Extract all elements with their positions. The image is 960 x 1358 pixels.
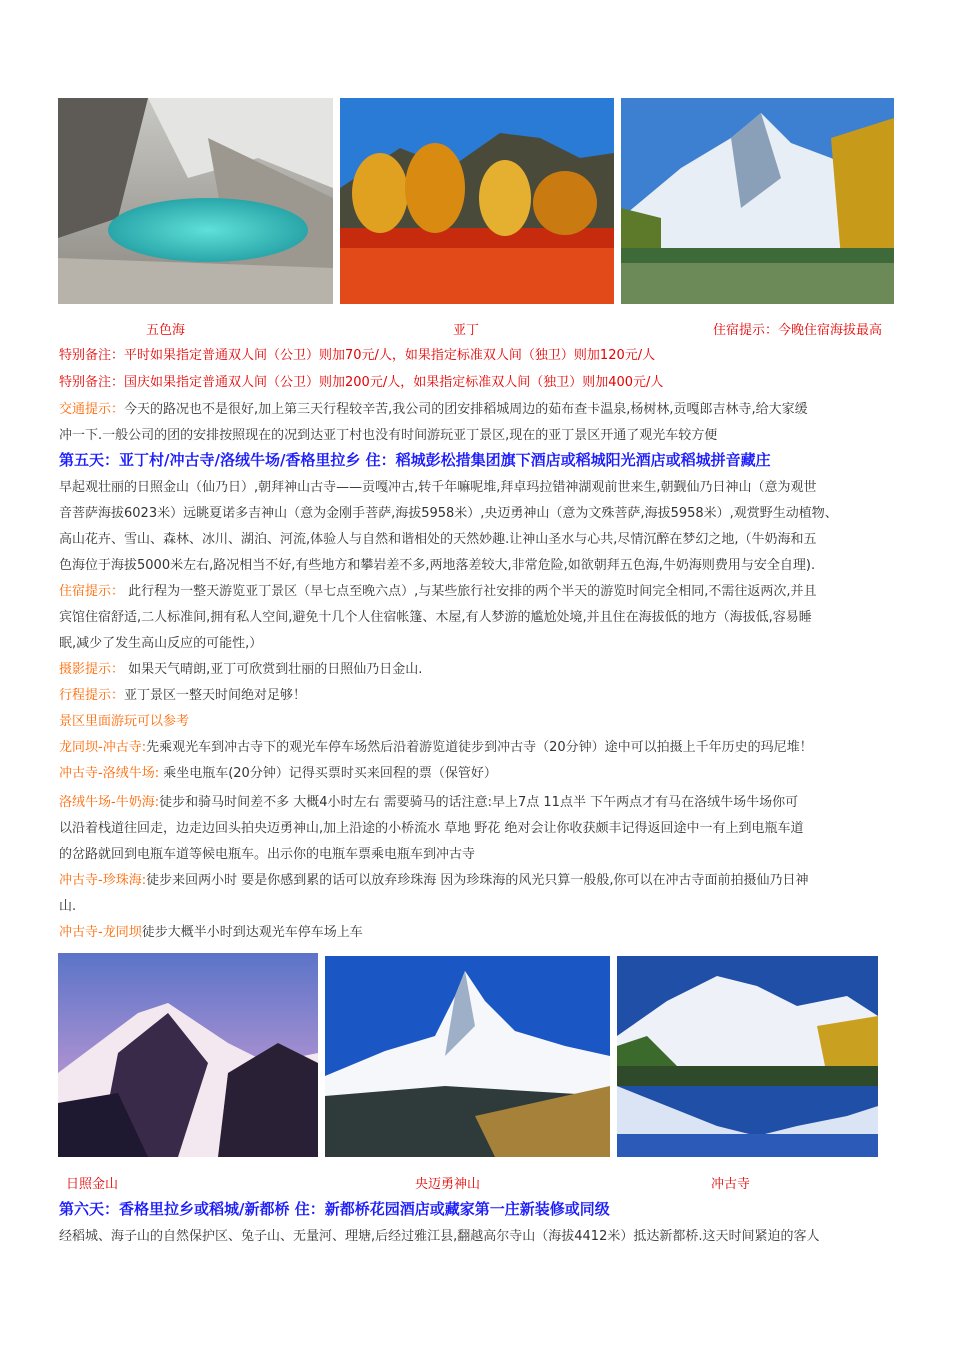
photo-tip-text: 如果天气晴朗,亚丁可欣赏到壮丽的日照仙乃日金山. <box>124 662 423 677</box>
route-chonggu-luorong <box>59 761 905 787</box>
route-text: 徒步来回两小时 要是你感到累的话可以放弃珍珠海 因为珍珠海的风光只算一般般,你可以在冲古寺面前拍摄仙乃日神 <box>146 873 809 888</box>
route-label: 冲古寺-龙同坝 <box>59 925 142 940</box>
caption-chonggu-temple: 冲古寺 <box>711 1177 751 1192</box>
traffic-tip-label: 交通提示： <box>59 402 125 417</box>
photo-yading <box>340 98 614 304</box>
route-longtongba-chonggu <box>59 735 905 761</box>
day5-body-line: 早起观壮丽的日照金山（仙乃日）,朝拜神山古寺——贡嘎冲古,转千年嘛呢堆,拜卓玛拉错神湖观前世来生,朝觐仙乃日神山（意为观世 <box>59 480 817 495</box>
route-text: 乘坐电瓶车(20分钟）记得买票时买来回程的票（保管好） <box>159 766 497 781</box>
route-chonggu-longtongba <box>59 920 905 946</box>
caption-yangmaiyong: 央迈勇神山 <box>415 1177 481 1192</box>
stay-tip-line-1 <box>59 579 905 605</box>
trip-tip-text: 亚丁景区一整天时间绝对足够！ <box>124 688 307 703</box>
photo-wuse-lake <box>58 98 333 304</box>
route-label: 冲古寺-珍珠海: <box>59 873 147 888</box>
photo-tip <box>59 657 905 683</box>
traffic-tip-line-1 <box>59 397 905 423</box>
special-note-national-day: 特别备注：国庆如果指定普通双人间（公卫）则加200元/人，如果指定标准双人间（独卫）则加400元/人 <box>59 375 664 390</box>
stay-tip-text: 此行程为一整天游览亚丁景区（早七点至晚六点）,与某些旅行社安排的两个半天的游览时间完全相同,不需往返两次,并且 <box>124 584 817 599</box>
caption-stay-altitude: 住宿提示：今晚住宿海拔最高 <box>713 323 883 338</box>
stay-tip-line-2: 宾馆住宿舒适,二人标准间,拥有私人空间,避免十几个人住宿帐篷、木屋,有人梦游的尴尬处境,并且住在海拔低的地方（海拔低,容易睡 <box>59 610 812 625</box>
trip-tip <box>59 683 905 709</box>
stay-tip-label: 住宿提示： <box>59 584 125 599</box>
route-label: 冲古寺-洛绒牛场: <box>59 766 160 781</box>
photo-chonggu-temple <box>617 956 878 1157</box>
route-label: 洛绒牛场-牛奶海: <box>59 795 160 810</box>
route-text-cont: 的岔路就回到电瓶车道等候电瓶车。出示你的电瓶车票乘电瓶车到冲古寺 <box>59 847 476 862</box>
photo-snow-mountain-lake <box>621 98 894 304</box>
route-text: 先乘观光车到冲古寺下的观光车停车场然后沿着游览道徒步到冲古寺（20分钟）途中可以拍摄上千年历史的玛尼堆！ <box>146 740 813 755</box>
traffic-tip-line-2: 冲一下.一般公司的团的安排按照现在的况到达亚丁村也没有时间游玩亚丁景区,现在的亚丁景区开通了观光车较方便 <box>59 428 718 443</box>
route-text-cont: 山. <box>59 899 77 914</box>
photo-yangmaiyong <box>325 956 610 1157</box>
day5-body-line: 色海位于海拔5000米左右,路况相当不好,有些地方和攀岩差不多,两地落差较大,非常危险,如欲朝拜五色海,牛奶海则费用与安全自理). <box>59 558 816 573</box>
caption-wuse-lake: 五色海 <box>146 323 186 338</box>
day5-body-line: 音菩萨海拔6023米）远眺夏诺多吉神山（意为金刚手菩萨,海拔5958米）,央迈勇神山（意为文殊菩萨,海拔5958米）,观赏野生动植物、 <box>59 506 838 521</box>
trip-tip-label: 行程提示： <box>59 688 125 703</box>
photo-tip-label: 摄影提示： <box>59 662 125 677</box>
route-text: 徒步大概半小时到达观光车停车场上车 <box>141 925 363 940</box>
route-luorong-milk-lake <box>59 790 905 816</box>
traffic-tip-text: 今天的路况也不是很好,加上第三天行程较辛苦,我公司的团安排稻城周边的茹布查卡温泉,杨树林,贡嘎郎吉林寺,给大家缓 <box>124 402 808 417</box>
day5-body-line: 高山花卉、雪山、森林、冰川、湖泊、河流,体验人与自然和谐相处的天然妙趣.让神山圣水与心共,尽情沉醉在梦幻之地,（牛奶海和五 <box>59 532 817 547</box>
caption-yading: 亚丁 <box>453 323 480 338</box>
route-label: 龙同坝-冲古寺: <box>59 740 147 755</box>
scenic-reference: 景区里面游玩可以参考 <box>59 714 190 729</box>
photo-sunlit-mountain <box>58 953 318 1157</box>
day6-body-line: 经稻城、海子山的自然保护区、兔子山、无量河、理塘,后经过雅江县,翻越高尔寺山（海拔4412米）抵达新都桥.这天时间紧迫的客人 <box>59 1229 820 1244</box>
special-note-normal: 特别备注：平时如果指定普通双人间（公卫）则加70元/人，如果指定标准双人间（独卫）则加120元/人 <box>59 348 656 363</box>
day5-heading: 第五天：亚丁村/冲古寺/洛绒牛场/香格里拉乡 住：稻城彭松措集团旗下酒店或稻城阳光酒店或稻城拼音藏庄 <box>59 451 771 469</box>
route-text: 徒步和骑马时间差不多 大概4小时左右 需要骑马的话注意:早上7点 11点半 下午两点才有马在洛绒牛场牛场你可 <box>159 795 799 810</box>
route-text-cont: 以沿着栈道往回走，边走边回头拍央迈勇神山,加上沿途的小桥流水 草地 野花 绝对会让你收获颇丰记得返回途中一有上到电瓶车道 <box>59 821 804 836</box>
stay-tip-line-3: 眠,减少了发生高山反应的可能性,） <box>59 636 263 651</box>
caption-sunlit-mountain: 日照金山 <box>66 1177 119 1192</box>
route-chonggu-pearl-lake <box>59 868 905 894</box>
day6-heading: 第六天：香格里拉乡或稻城/新都桥 住：新都桥花园酒店或藏家第一庄新装修或同级 <box>59 1200 610 1218</box>
